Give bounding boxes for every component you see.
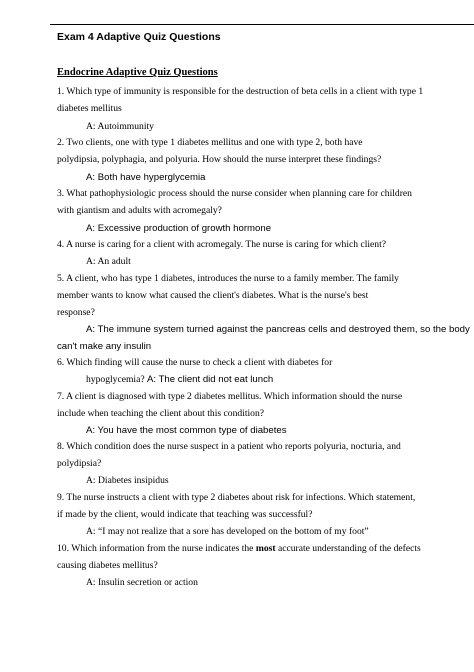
answer-9: A: “I may not realize that a sore has developed on the bottom of my foot” (86, 526, 369, 537)
section-heading: Endocrine Adaptive Quiz Questions (57, 67, 218, 78)
question-9-line-2: if made by the client, would indicate that teaching was successful? (57, 509, 313, 520)
question-1-line-2: diabetes mellitus (57, 103, 122, 114)
question-8-line-2: polydipsia? (57, 458, 102, 469)
question-8-line-1: 8. Which condition does the nurse suspect in a patient who reports polyuria, nocturia, and (57, 441, 401, 452)
answer-6: A: The client did not eat lunch (147, 374, 274, 385)
answer-1: A: Autoimmunity (86, 121, 154, 132)
question-10-emphasis: most (255, 543, 276, 554)
question-7-line-1: 7. A client is diagnosed with type 2 diabetes mellitus. Which information should the nurse (57, 391, 403, 402)
question-1-line-1: 1. Which type of immunity is responsible for the destruction of beta cells in a client with type 1 (57, 86, 424, 97)
answer-8: A: Diabetes insipidus (86, 475, 169, 486)
question-7-line-2: include when teaching the client about this condition? (57, 408, 265, 419)
question-10-text-start: 10. Which information from the nurse indicates the (57, 543, 256, 554)
answer-4: A: An adult (86, 256, 131, 267)
header-rule (50, 24, 474, 25)
question-2-line-2: polydipsia, polyphagia, and polyuria. How should the nurse interpret these findings? (57, 154, 382, 165)
question-2-line-1: 2. Two clients, one with type 1 diabetes mellitus and one with type 2, both have (57, 137, 363, 148)
answer-10: A: Insulin secretion or action (86, 577, 198, 588)
question-10-line-2: causing diabetes mellitus? (57, 560, 158, 571)
question-6-text: hypoglycemia? (86, 374, 145, 385)
answer-5-line-1: A: The immune system turned against the pancreas cells and destroyed them, so the body (86, 324, 470, 335)
question-3-line-1: 3. What pathophysiologic process should the nurse consider when planning care for children (57, 188, 412, 199)
question-6-line-2 (86, 371, 273, 389)
question-5-line-1: 5. A client, who has type 1 diabetes, introduces the nurse to a family member. The family (57, 273, 399, 284)
answer-5-line-2: can't make any insulin (57, 341, 152, 352)
question-10-text-end: accurate understanding of the defects (275, 543, 421, 554)
document-title: Exam 4 Adaptive Quiz Questions (57, 31, 221, 43)
question-5-line-3: response? (57, 307, 95, 318)
question-5-line-2: member wants to know what caused the client's diabetes. What is the nurse's best (57, 290, 369, 301)
question-9-line-1: 9. The nurse instructs a client with type 2 diabetes about risk for infections. Which statement, (57, 492, 416, 503)
question-6-line-1: 6. Which finding will cause the nurse to check a client with diabetes for (57, 357, 333, 368)
answer-2: A: Both have hyperglycemia (86, 172, 206, 183)
question-3-line-2: with giantism and adults with acromegaly? (57, 205, 222, 216)
answer-3: A: Excessive production of growth hormone (86, 223, 272, 234)
answer-7: A: You have the most common type of diabetes (86, 425, 287, 436)
question-4-line-1: 4. A nurse is caring for a client with acromegaly. The nurse is caring for which client? (57, 239, 387, 250)
question-10-line-1 (57, 540, 421, 558)
